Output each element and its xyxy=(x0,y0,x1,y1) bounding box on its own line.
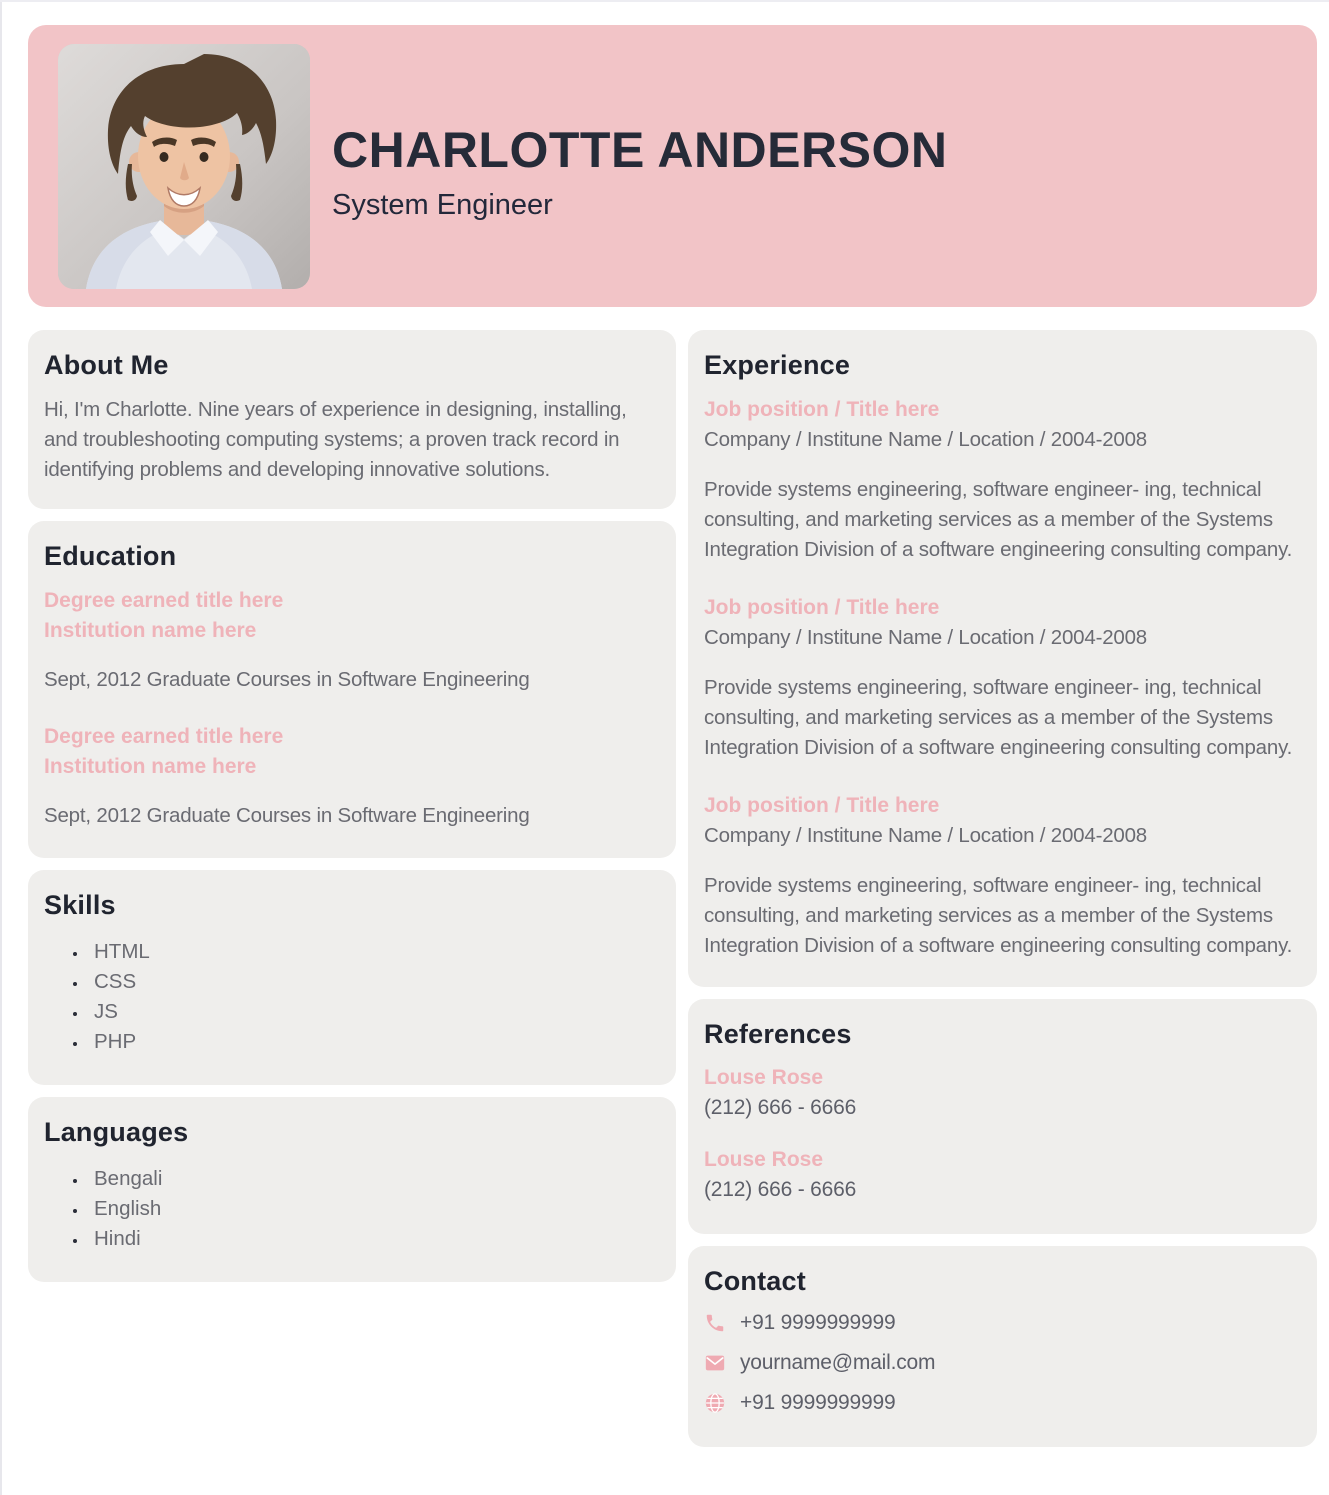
profile-photo xyxy=(58,44,310,289)
contact-row-website xyxy=(704,1383,1299,1423)
reference-entry xyxy=(704,1146,1299,1206)
skill-item: • JS xyxy=(88,997,658,1027)
reference-name: Louse Rose xyxy=(704,1066,824,1089)
reference-phone: (212) 666 - 6666 xyxy=(704,1096,857,1119)
skills-card xyxy=(28,870,676,1085)
contact-row-email xyxy=(704,1343,1299,1383)
languages-title: Languages xyxy=(44,1117,189,1147)
reference-name: Louse Rose xyxy=(704,1148,824,1171)
contact-card xyxy=(688,1246,1317,1447)
about-text: Hi, I'm Charlotte. Nine years of experience in designing, installing, and troubleshooting computing systems; a proven track record in identifying problems and developing innovative solutions. xyxy=(44,398,627,481)
experience-entry xyxy=(704,791,1299,961)
language-item: • Hindi xyxy=(88,1224,658,1254)
header-text xyxy=(332,124,947,222)
about-title: About Me xyxy=(44,350,169,380)
references-card xyxy=(688,999,1317,1234)
profile-photo-illustration xyxy=(58,44,310,289)
content-columns xyxy=(28,330,1317,1447)
phone-icon xyxy=(704,1312,726,1334)
education-details: Sept, 2012 Graduate Courses in Software Engineering xyxy=(44,804,530,827)
job-description: Provide systems engineering, software engineer- ing, technical consulting, and marketing services as a member of the Systems Integration Division of a software engineering consulting company. xyxy=(704,676,1293,759)
resume-page xyxy=(28,25,1317,1447)
person-role: System Engineer xyxy=(332,188,553,221)
window-edge-top xyxy=(0,0,1329,2)
globe-icon xyxy=(704,1392,726,1414)
skill-item: • HTML xyxy=(88,937,658,967)
language-item: • Bengali xyxy=(88,1164,658,1194)
institution-name: Institution name here xyxy=(44,755,257,778)
job-description: Provide systems engineering, software engineer- ing, technical consulting, and marketing services as a member of the Systems Integration Division of a software engineering consulting company. xyxy=(704,874,1293,957)
education-card xyxy=(28,521,676,858)
skill-item: • CSS xyxy=(88,967,658,997)
education-entry xyxy=(44,586,658,692)
mail-icon xyxy=(704,1352,726,1374)
window-edge-left xyxy=(0,0,2,1495)
experience-title: Experience xyxy=(704,350,851,380)
contact-title: Contact xyxy=(704,1266,806,1296)
reference-phone: (212) 666 - 6666 xyxy=(704,1178,857,1201)
left-column xyxy=(28,330,676,1282)
job-meta: Company / Institune Name / Location / 2004-2008 xyxy=(704,626,1148,649)
job-position: Job position / Title here xyxy=(704,398,940,421)
job-description: Provide systems engineering, software engineer- ing, technical consulting, and marketing services as a member of the Systems Integration Division of a software engineering consulting company. xyxy=(704,478,1293,561)
education-title: Education xyxy=(44,541,177,571)
education-entry xyxy=(44,722,658,828)
education-details: Sept, 2012 Graduate Courses in Software Engineering xyxy=(44,668,530,691)
contact-email-value: yourname@mail.com xyxy=(740,1351,936,1374)
institution-name: Institution name here xyxy=(44,619,257,642)
person-name: CHARLOTTE ANDERSON xyxy=(332,122,948,179)
skill-item: • PHP xyxy=(88,1027,658,1057)
skills-title: Skills xyxy=(44,890,116,920)
job-position: Job position / Title here xyxy=(704,596,940,619)
contact-row-phone xyxy=(704,1303,1299,1343)
contact-phone-value: +91 9999999999 xyxy=(740,1311,896,1334)
language-item: • English xyxy=(88,1194,658,1224)
header-banner xyxy=(28,25,1317,307)
languages-card xyxy=(28,1097,676,1282)
degree-title: Degree earned title here xyxy=(44,589,284,612)
degree-title: Degree earned title here xyxy=(44,725,284,748)
job-meta: Company / Institune Name / Location / 2004-2008 xyxy=(704,824,1148,847)
job-meta: Company / Institune Name / Location / 2004-2008 xyxy=(704,428,1148,451)
contact-website-value: +91 9999999999 xyxy=(740,1391,896,1414)
experience-card xyxy=(688,330,1317,987)
references-title: References xyxy=(704,1019,852,1049)
reference-entry xyxy=(704,1064,1299,1124)
experience-entry xyxy=(704,593,1299,763)
about-card xyxy=(28,330,676,509)
languages-list xyxy=(44,1164,658,1254)
job-position: Job position / Title here xyxy=(704,794,940,817)
skills-list xyxy=(44,937,658,1057)
right-column xyxy=(688,330,1317,1447)
experience-entry xyxy=(704,395,1299,565)
